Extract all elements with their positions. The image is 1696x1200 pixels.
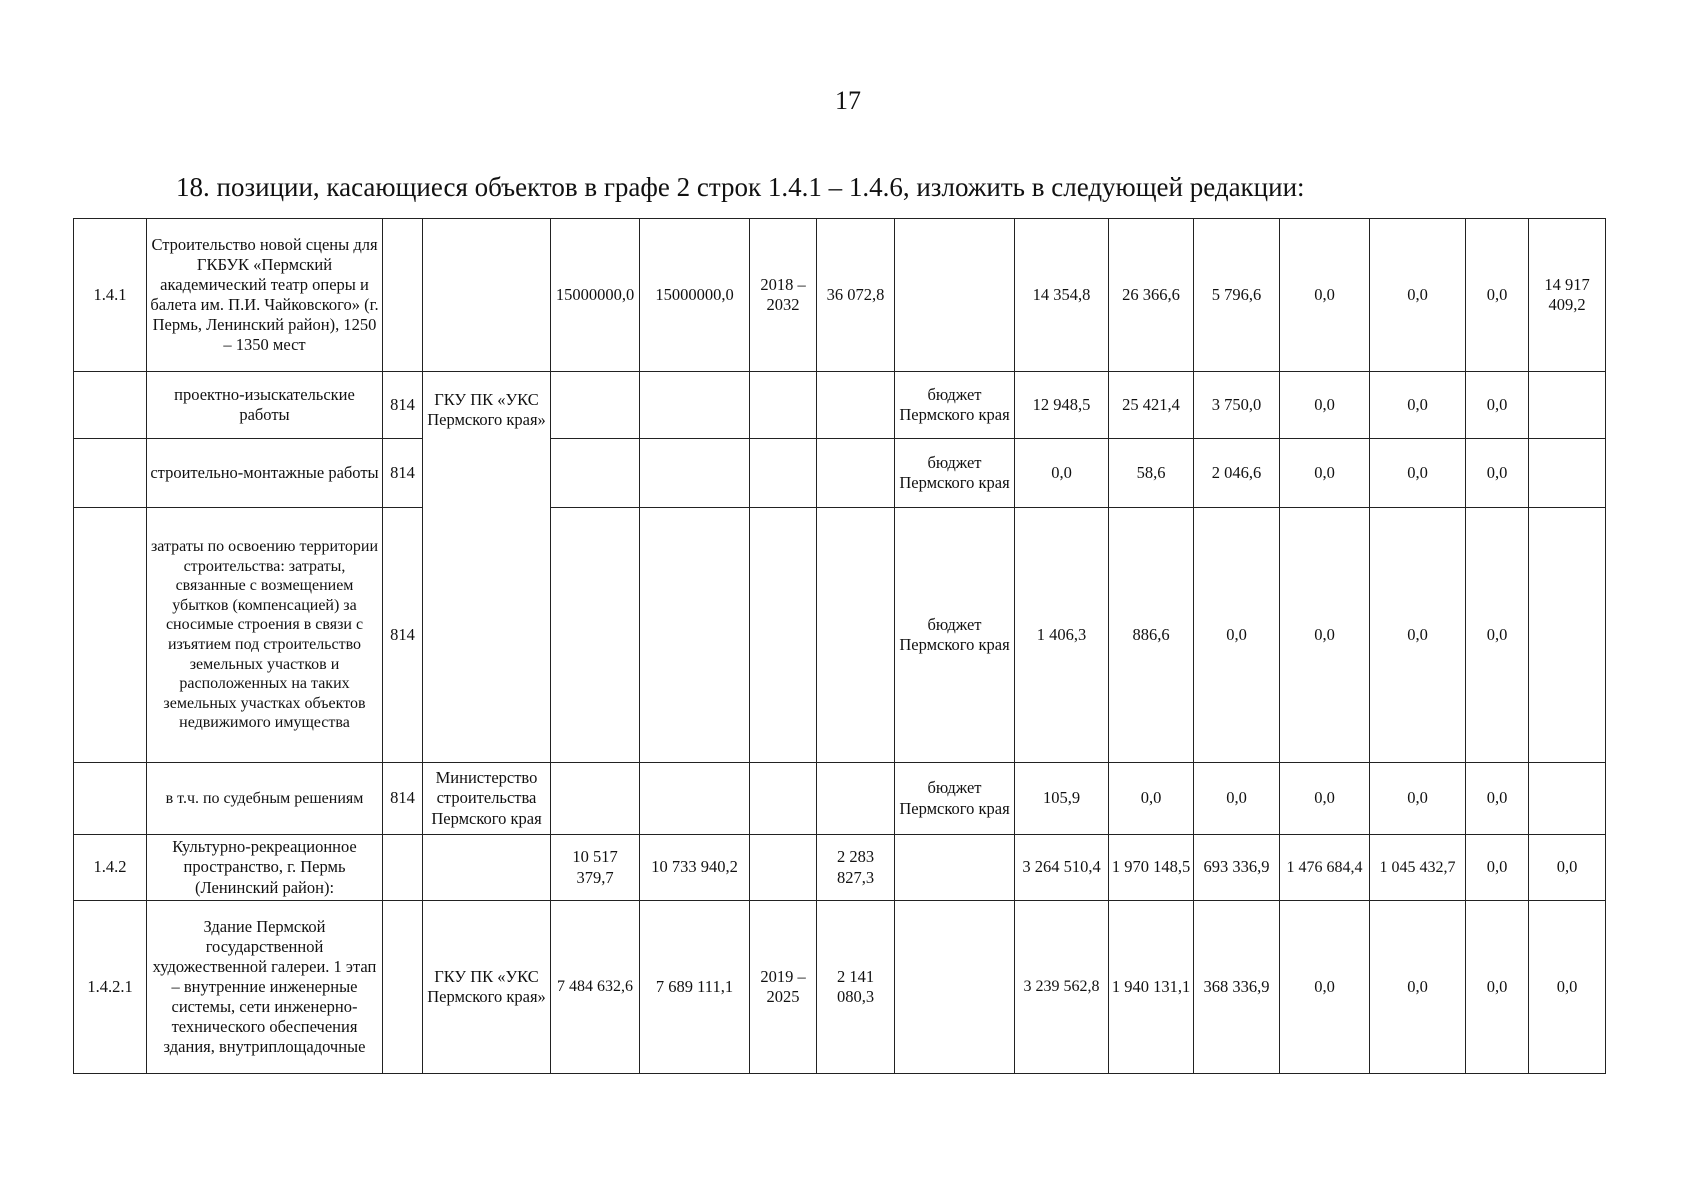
source-cell: бюджет Пермского края <box>895 372 1015 439</box>
value-cell: 0,0 <box>1466 763 1529 835</box>
source-cell: бюджет Пермского края <box>895 508 1015 763</box>
value-cell: 1 970 148,5 <box>1109 835 1194 901</box>
value-cell: 0,0 <box>1109 763 1194 835</box>
source-cell: бюджет Пермского края <box>895 763 1015 835</box>
code-cell <box>383 219 423 372</box>
budget-table <box>73 218 1606 1074</box>
cost-cell: 10 733 940,2 <box>640 835 750 901</box>
value-cell: 0,0 <box>1280 439 1370 508</box>
code-cell: 814 <box>383 763 423 835</box>
value-cell: 3 239 562,8 <box>1015 901 1109 1074</box>
row-number: 1.4.2 <box>74 835 147 901</box>
customer-cell: ГКУ ПК «УКС Пермского края» <box>423 372 551 763</box>
value-cell: 0,0 <box>1015 439 1109 508</box>
value-cell: 0,0 <box>1370 763 1466 835</box>
value-cell: 0,0 <box>1370 439 1466 508</box>
value-cell: 0,0 <box>1370 508 1466 763</box>
value-cell: 0,0 <box>1466 219 1529 372</box>
value-cell: 26 366,6 <box>1109 219 1194 372</box>
value-cell: 58,6 <box>1109 439 1194 508</box>
capacity-cell: 7 484 632,6 <box>551 901 640 1074</box>
period-cell: 2019 – 2025 <box>750 901 817 1074</box>
value-cell: 0,0 <box>1466 835 1529 901</box>
prior-cost-cell: 36 072,8 <box>817 219 895 372</box>
period-cell: 2018 – 2032 <box>750 219 817 372</box>
source-cell <box>895 219 1015 372</box>
value-cell: 0,0 <box>1466 439 1529 508</box>
value-cell: 1 476 684,4 <box>1280 835 1370 901</box>
value-cell: 368 336,9 <box>1194 901 1280 1074</box>
code-cell: 814 <box>383 508 423 763</box>
customer-cell <box>423 219 551 372</box>
source-cell: бюджет Пермского края <box>895 439 1015 508</box>
value-cell: 0,0 <box>1370 901 1466 1074</box>
object-name: проектно-изыскательские работы <box>147 372 383 439</box>
value-cell: 1 045 432,7 <box>1370 835 1466 901</box>
cost-cell: 15000000,0 <box>640 219 750 372</box>
value-cell: 693 336,9 <box>1194 835 1280 901</box>
value-cell: 0,0 <box>1194 508 1280 763</box>
object-name: затраты по освоению территории строительства: затраты, связанные с возмещением убытков (компенсацией) за сносимые строения в связи с изъятием под строительство земельных участков и расположенных на таких земельных участках объектов недвижимого имущества <box>147 508 383 763</box>
value-cell: 5 796,6 <box>1194 219 1280 372</box>
value-cell: 0,0 <box>1280 508 1370 763</box>
value-cell: 0,0 <box>1529 835 1606 901</box>
table-row <box>74 372 1606 439</box>
value-cell: 0,0 <box>1280 763 1370 835</box>
capacity-cell: 10 517 379,7 <box>551 835 640 901</box>
object-name: в т.ч. по судебным решениям <box>147 763 383 835</box>
row-number: 1.4.1 <box>74 219 147 372</box>
code-cell: 814 <box>383 372 423 439</box>
value-cell: 0,0 <box>1466 901 1529 1074</box>
table-row <box>74 763 1606 835</box>
prior-cost-cell: 2 141 080,3 <box>817 901 895 1074</box>
table-row <box>74 508 1606 763</box>
value-cell: 14 354,8 <box>1015 219 1109 372</box>
value-cell: 0,0 <box>1280 372 1370 439</box>
value-cell: 0,0 <box>1529 901 1606 1074</box>
cost-cell: 7 689 111,1 <box>640 901 750 1074</box>
value-cell: 105,9 <box>1015 763 1109 835</box>
object-name: строительно-монтажные работы <box>147 439 383 508</box>
table-row <box>74 439 1606 508</box>
value-cell: 1 940 131,1 <box>1109 901 1194 1074</box>
value-cell: 1 406,3 <box>1015 508 1109 763</box>
customer-cell: ГКУ ПК «УКС Пермского края» <box>423 901 551 1074</box>
value-cell: 0,0 <box>1280 901 1370 1074</box>
object-name: Здание Пермской государственной художественной галереи. 1 этап – внутренние инженерные системы, сети инженерно-технического обеспечения здания, внутриплощадочные <box>147 901 383 1074</box>
value-cell: 0,0 <box>1370 372 1466 439</box>
row-number: 1.4.2.1 <box>74 901 147 1074</box>
value-cell: 3 750,0 <box>1194 372 1280 439</box>
value-cell: 25 421,4 <box>1109 372 1194 439</box>
value-cell: 0,0 <box>1280 219 1370 372</box>
capacity-cell: 15000000,0 <box>551 219 640 372</box>
value-cell: 0,0 <box>1466 372 1529 439</box>
value-cell: 3 264 510,4 <box>1015 835 1109 901</box>
prior-cost-cell: 2 283 827,3 <box>817 835 895 901</box>
section-heading: 18. позиции, касающиеся объектов в графе 2 строк 1.4.1 – 1.4.6, изложить в следующей редакции: <box>176 172 1305 202</box>
object-name: Строительство новой сцены для ГКБУК «Пермский академический театр оперы и балета им. П.И. Чайковского» (г. Пермь, Ленинский район), 1250 – 1350 мест <box>147 219 383 372</box>
value-cell: 0,0 <box>1194 763 1280 835</box>
value-cell: 886,6 <box>1109 508 1194 763</box>
table-row <box>74 219 1606 372</box>
page-number: 17 <box>835 86 861 115</box>
table-row <box>74 835 1606 901</box>
customer-cell: Министерство строительства Пермского края <box>423 763 551 835</box>
value-cell: 2 046,6 <box>1194 439 1280 508</box>
value-cell: 12 948,5 <box>1015 372 1109 439</box>
code-cell: 814 <box>383 439 423 508</box>
value-cell: 14 917 409,2 <box>1529 219 1606 372</box>
value-cell: 0,0 <box>1370 219 1466 372</box>
value-cell: 0,0 <box>1466 508 1529 763</box>
object-name: Культурно-рекреационное пространство, г. Пермь (Ленинский район): <box>147 835 383 901</box>
table-row <box>74 901 1606 1074</box>
